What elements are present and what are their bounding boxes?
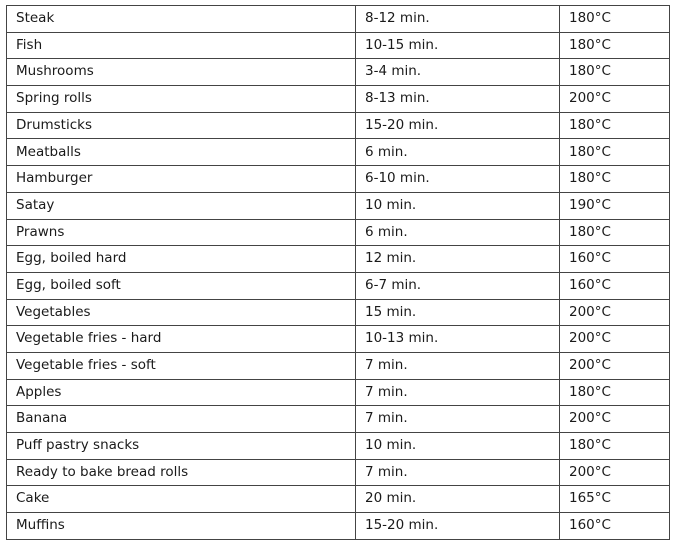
temperature-cell: 180°C [560,219,670,246]
food-cell: Banana [7,406,356,433]
food-cell: Egg, boiled hard [7,246,356,273]
time-cell: 12 min. [356,246,560,273]
time-cell: 10 min. [356,192,560,219]
temperature-cell: 180°C [560,32,670,59]
food-cell: Spring rolls [7,86,356,113]
food-cell: Vegetable fries - hard [7,326,356,353]
food-cell: Drumsticks [7,112,356,139]
table-row [7,486,670,513]
table-row [7,459,670,486]
temperature-cell: 180°C [560,433,670,460]
time-cell: 10 min. [356,433,560,460]
food-cell: Apples [7,379,356,406]
cooking-table [6,5,670,540]
food-cell: Fish [7,32,356,59]
table-row [7,326,670,353]
temperature-cell: 180°C [560,166,670,193]
food-cell: Egg, boiled soft [7,272,356,299]
time-cell: 6 min. [356,219,560,246]
food-cell: Puff pastry snacks [7,433,356,460]
temperature-cell: 200°C [560,86,670,113]
temperature-cell: 200°C [560,299,670,326]
temperature-cell: 180°C [560,379,670,406]
table-row [7,86,670,113]
cooking-table-body [7,6,670,540]
table-row [7,139,670,166]
food-cell: Prawns [7,219,356,246]
time-cell: 10-15 min. [356,32,560,59]
table-row [7,379,670,406]
time-cell: 8-12 min. [356,6,560,33]
time-cell: 8-13 min. [356,86,560,113]
time-cell: 7 min. [356,406,560,433]
table-row [7,192,670,219]
time-cell: 6-7 min. [356,272,560,299]
table-row [7,32,670,59]
table-row [7,112,670,139]
time-cell: 10-13 min. [356,326,560,353]
temperature-cell: 200°C [560,326,670,353]
food-cell: Vegetables [7,299,356,326]
food-cell: Ready to bake bread rolls [7,459,356,486]
table-row [7,166,670,193]
temperature-cell: 160°C [560,513,670,540]
time-cell: 7 min. [356,459,560,486]
food-cell: Muffins [7,513,356,540]
temperature-cell: 160°C [560,246,670,273]
table-row [7,272,670,299]
food-cell: Vegetable fries - soft [7,352,356,379]
table-row [7,299,670,326]
table-row [7,433,670,460]
temperature-cell: 160°C [560,272,670,299]
table-row [7,6,670,33]
time-cell: 20 min. [356,486,560,513]
temperature-cell: 200°C [560,406,670,433]
table-row [7,59,670,86]
time-cell: 6-10 min. [356,166,560,193]
time-cell: 7 min. [356,352,560,379]
temperature-cell: 180°C [560,139,670,166]
food-cell: Mushrooms [7,59,356,86]
temperature-cell: 190°C [560,192,670,219]
time-cell: 15-20 min. [356,513,560,540]
temperature-cell: 165°C [560,486,670,513]
temperature-cell: 180°C [560,6,670,33]
table-row [7,219,670,246]
temperature-cell: 180°C [560,59,670,86]
table-row [7,352,670,379]
table-row [7,246,670,273]
temperature-cell: 200°C [560,352,670,379]
time-cell: 6 min. [356,139,560,166]
time-cell: 15 min. [356,299,560,326]
food-cell: Cake [7,486,356,513]
table-row [7,406,670,433]
time-cell: 15-20 min. [356,112,560,139]
table-row [7,513,670,540]
time-cell: 7 min. [356,379,560,406]
food-cell: Meatballs [7,139,356,166]
food-cell: Hamburger [7,166,356,193]
food-cell: Steak [7,6,356,33]
time-cell: 3-4 min. [356,59,560,86]
food-cell: Satay [7,192,356,219]
temperature-cell: 180°C [560,112,670,139]
temperature-cell: 200°C [560,459,670,486]
